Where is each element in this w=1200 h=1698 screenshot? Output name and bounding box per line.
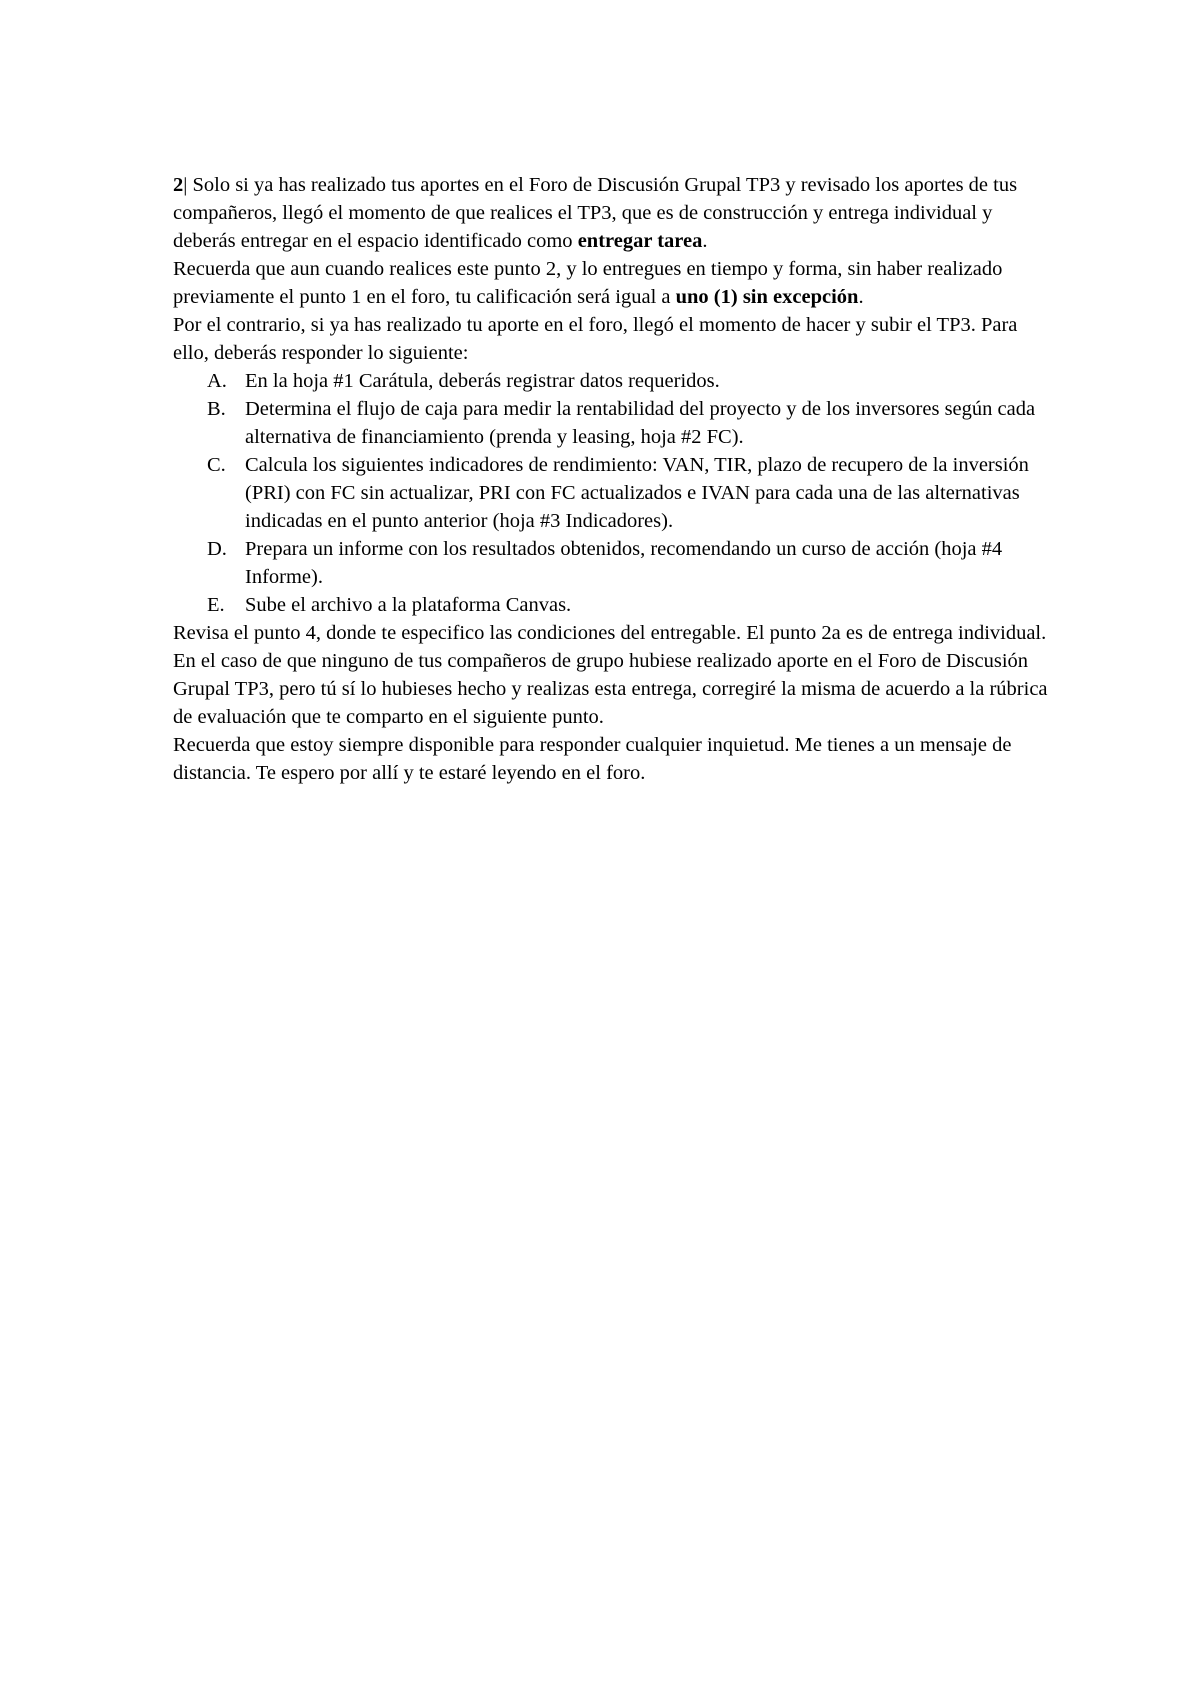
- section-number: 2: [173, 174, 184, 196]
- intro-emphasis: entregar tarea: [577, 230, 703, 252]
- review-paragraph: Revisa el punto 4, donde te especifico las condiciones del entregable. El punto 2a es de entrega individual. En el caso de que ninguno de tus compañeros de grupo hubiese realizado aporte en el Foro de Discusión Grupal TP3, pero tú sí lo hubieses hecho y realizas esta entrega, corregiré la misma de acuerdo a la rúbrica de evaluación que te comparto en el siguiente punto.: [173, 622, 1048, 728]
- reminder-text: Recuerda que aun cuando realices este punto 2, y lo entregues en tiempo y forma, sin haber realizado previamente el punto 1 en el foro, tu calificación será igual a: [173, 258, 1003, 308]
- list-marker: E.: [207, 594, 225, 616]
- list-item: [173, 367, 1053, 395]
- list-item: [173, 591, 1053, 619]
- intro-paragraph: [173, 171, 1053, 255]
- list-item-text: Calcula los siguientes indicadores de rendimiento: VAN, TIR, plazo de recupero de la inversión (PRI) con FC sin actualizar, PRI con FC actualizados e IVAN para cada una de las alternativas indicadas en el punto anterior (hoja #3 Indicadores).: [245, 454, 1029, 532]
- intro-text-end: .: [702, 230, 708, 252]
- list-item: [173, 395, 1053, 451]
- reminder-paragraph: [173, 255, 1053, 311]
- reminder-text-end: .: [858, 286, 864, 308]
- list-item: [173, 535, 1053, 591]
- list-marker: C.: [207, 454, 226, 476]
- list-item-text: Sube el archivo a la plataforma Canvas.: [245, 594, 572, 616]
- list-marker: D.: [207, 538, 227, 560]
- list-item-text: En la hoja #1 Carátula, deberás registrar datos requeridos.: [245, 370, 720, 392]
- document-page: [173, 171, 1053, 787]
- list-marker: B.: [207, 398, 226, 420]
- list-item-text: Determina el flujo de caja para medir la rentabilidad del proyecto y de los inversores según cada alternativa de financiamiento (prenda y leasing, hoja #2 FC).: [245, 398, 1036, 448]
- contrary-paragraph: Por el contrario, si ya has realizado tu aporte en el foro, llegó el momento de hacer y subir el TP3. Para ello, deberás responder lo siguiente:: [173, 314, 1018, 364]
- closing-paragraph: Recuerda que estoy siempre disponible para responder cualquier inquietud. Me tienes a un mensaje de distancia. Te espero por allí y te estaré leyendo en el foro.: [173, 734, 1012, 784]
- list-marker: A.: [207, 370, 227, 392]
- list-item-text: Prepara un informe con los resultados obtenidos, recomendando un curso de acción (hoja #4 Informe).: [245, 538, 1003, 588]
- intro-text: | Solo si ya has realizado tus aportes en el Foro de Discusión Grupal TP3 y revisado los aportes de tus compañeros, llegó el momento de que realices el TP3, que es de construcción y entrega individual y deberás entregar en el espacio identificado como: [173, 174, 1018, 252]
- task-list: [173, 367, 1053, 619]
- list-item: [173, 451, 1053, 535]
- reminder-emphasis: uno (1) sin excepción: [675, 286, 859, 308]
